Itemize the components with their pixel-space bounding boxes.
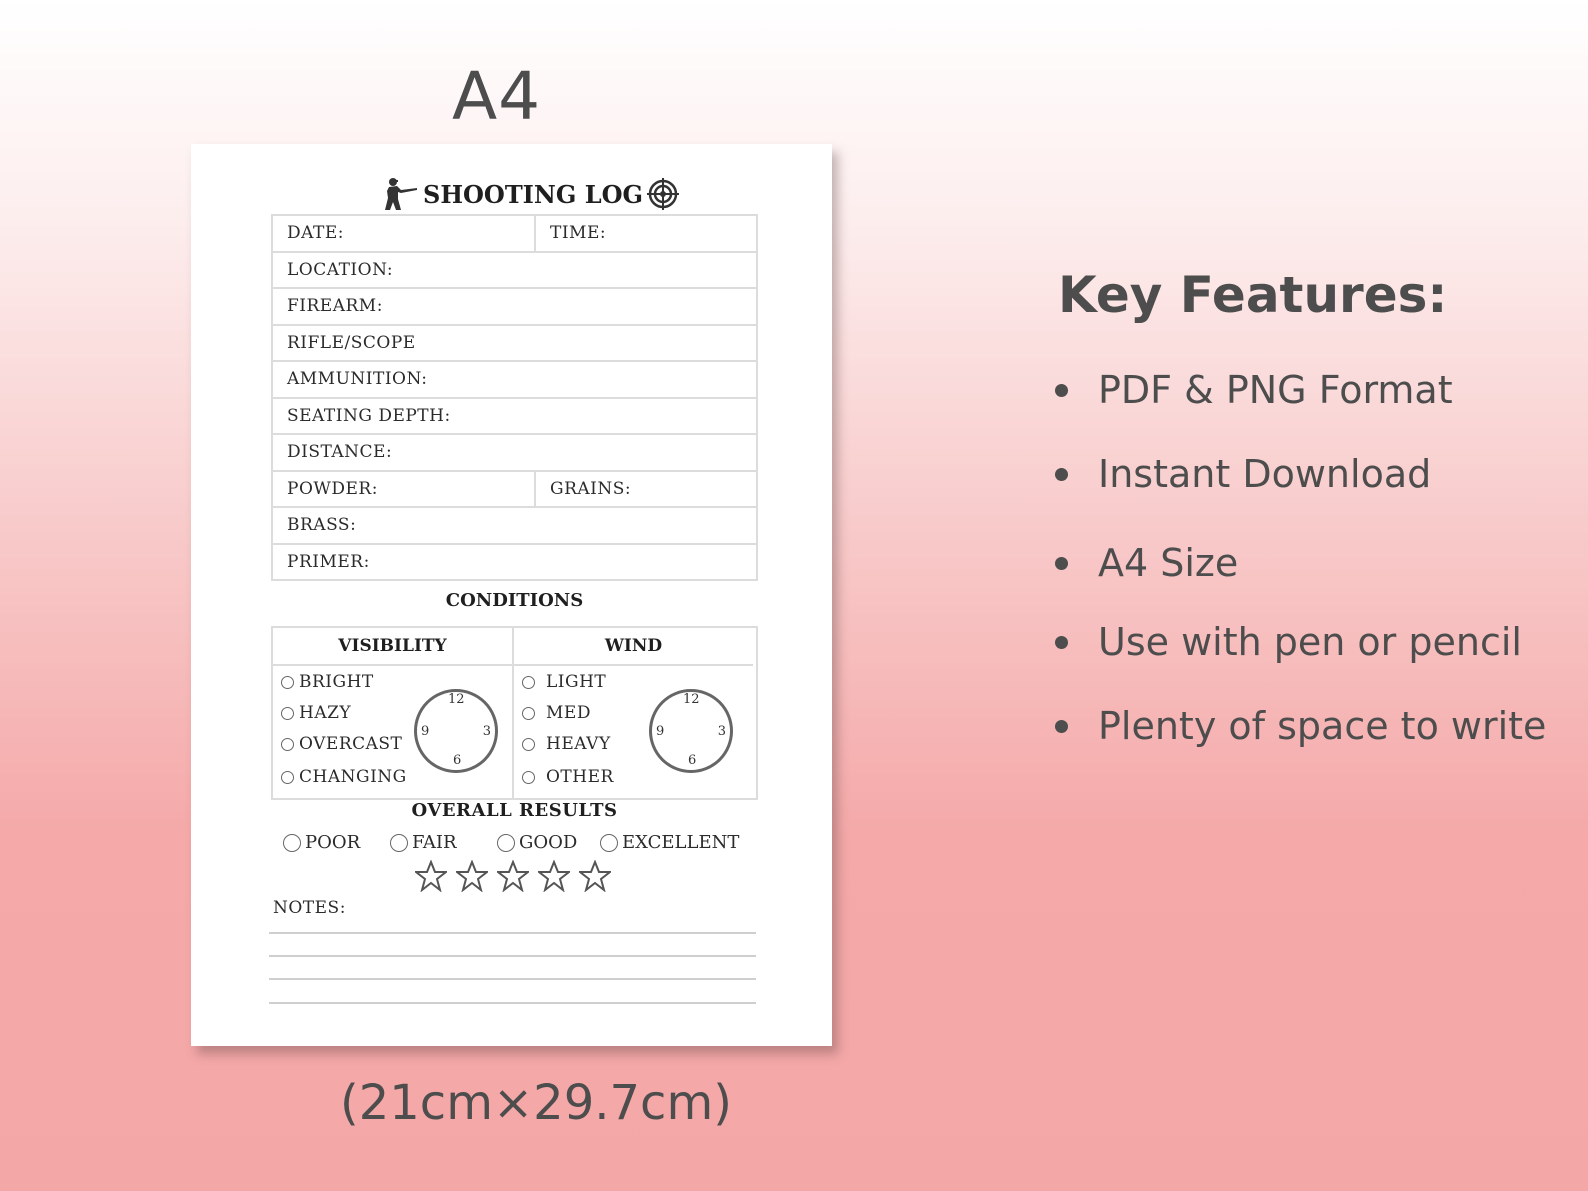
star-icon[interactable] — [497, 860, 529, 892]
feature-item: Use with pen or pencil — [1055, 620, 1522, 664]
visibility-option[interactable]: HAZY — [281, 703, 351, 723]
wind-title: WIND — [514, 628, 753, 666]
conditions-box — [271, 626, 758, 800]
log-title: SHOOTING LOG — [423, 179, 643, 209]
result-option-excellent[interactable]: EXCELLENT — [600, 832, 739, 853]
powder-grains-row — [273, 472, 756, 509]
notes-label: NOTES: — [273, 898, 346, 918]
soldier-icon — [381, 176, 419, 212]
size-label: A4 — [452, 58, 542, 135]
visibility-option[interactable]: BRIGHT — [281, 672, 374, 692]
radio-icon — [281, 738, 294, 751]
conditions-title: CONDITIONS — [445, 590, 584, 611]
bullet-icon — [1055, 636, 1068, 649]
radio-icon — [283, 834, 301, 852]
visibility-clock-icon[interactable]: 12 9 3 6 — [414, 689, 498, 773]
wind-option[interactable]: HEAVY — [522, 734, 611, 754]
wind-clock-icon[interactable]: 12 9 3 6 — [649, 689, 733, 773]
feature-item: PDF & PNG Format — [1055, 368, 1453, 412]
date-field[interactable]: DATE: — [273, 216, 536, 251]
distance-field[interactable]: DISTANCE: — [287, 442, 393, 463]
radio-icon — [281, 676, 294, 689]
log-fields-grid — [271, 214, 758, 581]
star-icon[interactable] — [579, 860, 611, 892]
dimensions-label: (21cm×29.7cm) — [340, 1075, 732, 1131]
log-title-bar — [381, 174, 681, 214]
visibility-option[interactable]: CHANGING — [281, 767, 407, 787]
seating-depth-field[interactable]: SEATING DEPTH: — [287, 405, 451, 426]
wind-option[interactable]: OTHER — [522, 767, 614, 787]
grains-field[interactable]: GRAINS: — [550, 478, 632, 499]
radio-icon — [281, 707, 294, 720]
ammunition-field[interactable]: AMMUNITION: — [287, 369, 428, 390]
note-line[interactable] — [269, 978, 756, 980]
bullet-icon — [1055, 720, 1068, 733]
note-line[interactable] — [269, 955, 756, 957]
feature-item: A4 Size — [1055, 541, 1238, 585]
date-time-row — [273, 216, 756, 253]
bullet-icon — [1055, 557, 1068, 570]
note-line[interactable] — [269, 1002, 756, 1004]
star-icon[interactable] — [415, 860, 447, 892]
firearm-field[interactable]: FIREARM: — [287, 296, 383, 317]
star-icon[interactable] — [538, 860, 570, 892]
powder-field[interactable]: POWDER: — [273, 472, 536, 507]
radio-icon — [600, 834, 618, 852]
brass-field[interactable]: BRASS: — [287, 515, 357, 536]
bullet-icon — [1055, 468, 1068, 481]
rifle-scope-field[interactable]: RIFLE/SCOPE — [287, 332, 416, 353]
note-line[interactable] — [269, 932, 756, 934]
target-icon — [647, 178, 679, 210]
wind-option[interactable]: LIGHT — [522, 672, 606, 692]
wind-column — [514, 628, 753, 798]
radio-icon — [497, 834, 515, 852]
result-option-poor[interactable]: POOR — [283, 832, 360, 853]
visibility-title: VISIBILITY — [273, 628, 512, 666]
result-option-fair[interactable]: FAIR — [390, 832, 457, 853]
radio-icon — [522, 707, 535, 720]
time-field[interactable]: TIME: — [550, 223, 607, 244]
bullet-icon — [1055, 384, 1068, 397]
primer-field[interactable]: PRIMER: — [287, 551, 370, 572]
radio-icon — [281, 771, 294, 784]
star-icon[interactable] — [456, 860, 488, 892]
visibility-column — [273, 628, 514, 798]
radio-icon — [522, 738, 535, 751]
feature-item: Instant Download — [1055, 452, 1431, 496]
radio-icon — [390, 834, 408, 852]
location-field[interactable]: LOCATION: — [287, 259, 394, 280]
star-rating — [415, 860, 611, 892]
results-options — [191, 832, 832, 856]
shooting-log-sheet — [191, 144, 832, 1046]
visibility-option[interactable]: OVERCAST — [281, 734, 402, 754]
radio-icon — [522, 771, 535, 784]
result-option-good[interactable]: GOOD — [497, 832, 577, 853]
key-features-title: Key Features: — [1058, 266, 1448, 324]
overall-results-title: OVERALL RESULTS — [411, 800, 618, 821]
wind-option[interactable]: MED — [522, 703, 591, 723]
feature-item: Plenty of space to write — [1055, 704, 1546, 748]
radio-icon — [522, 676, 535, 689]
